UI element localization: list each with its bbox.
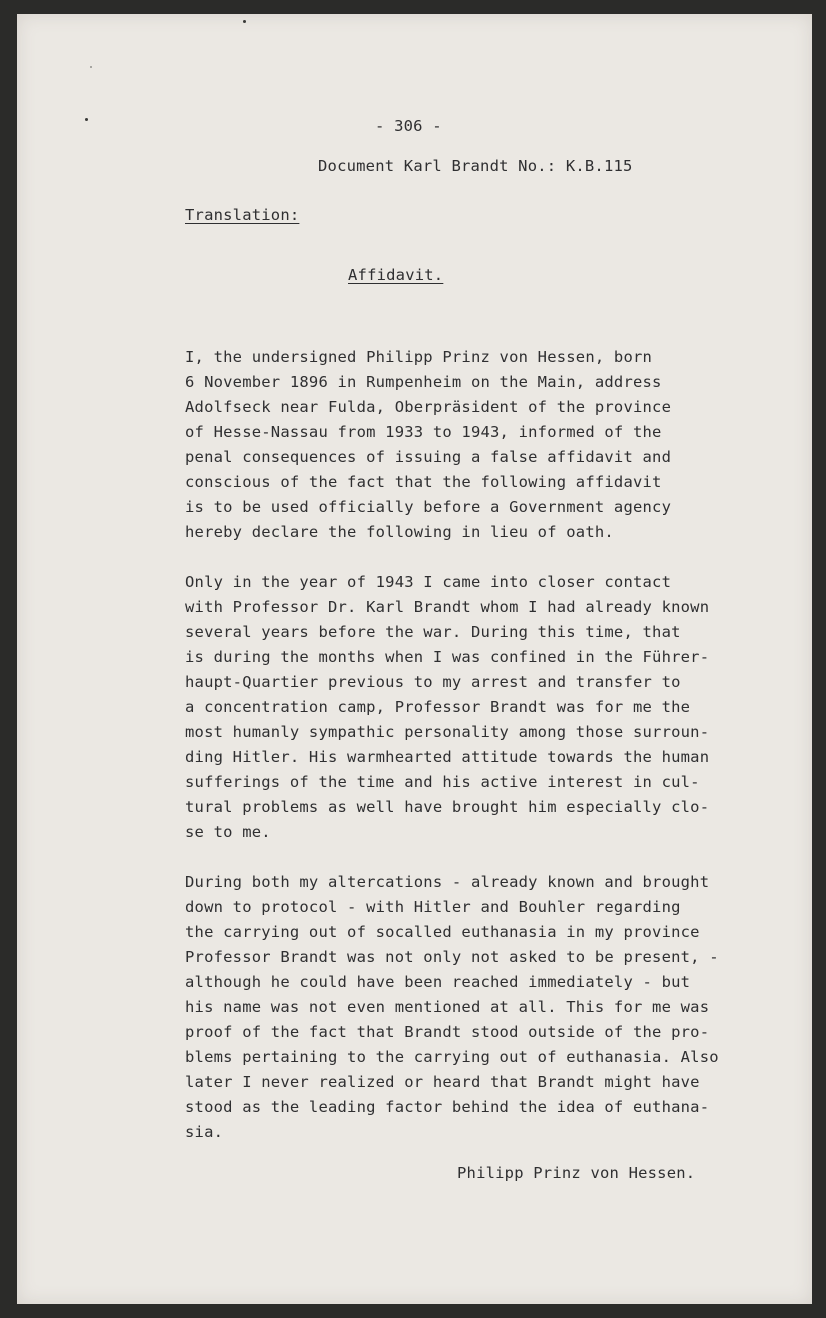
body-line: conscious of the fact that the following affidavit — [185, 473, 662, 491]
body-line: hereby declare the following in lieu of oath. — [185, 523, 614, 541]
body-line: 6 November 1896 in Rumpenheim on the Main, address — [185, 373, 662, 391]
ink-speck — [85, 118, 88, 121]
document-reference: Document Karl Brandt No.: K.B.115 — [318, 157, 633, 175]
body-line: most humanly sympathic personality among those surroun- — [185, 723, 710, 741]
body-line: stood as the leading factor behind the idea of euthana- — [185, 1098, 710, 1116]
signature-name: Philipp Prinz von Hessen. — [457, 1164, 696, 1182]
body-line: his name was not even mentioned at all. This for me was — [185, 998, 710, 1016]
ink-speck — [90, 66, 92, 68]
body-line: Adolfseck near Fulda, Oberpräsident of the province — [185, 398, 672, 416]
body-line: I, the undersigned Philipp Prinz von Hessen, born — [185, 348, 653, 366]
translation-heading: Translation: — [185, 206, 300, 224]
body-line: ding Hitler. His warmhearted attitude towards the human — [185, 748, 710, 766]
body-line: Professor Brandt was not only not asked to be present, - — [185, 948, 719, 966]
body-line: sia. — [185, 1123, 224, 1141]
body-line: down to protocol - with Hitler and Bouhler regarding — [185, 898, 681, 916]
body-line: tural problems as well have brought him especially clo- — [185, 798, 710, 816]
body-line: a concentration camp, Professor Brandt was for me the — [185, 698, 691, 716]
body-line: blems pertaining to the carrying out of euthanasia. Also — [185, 1048, 719, 1066]
body-line: sufferings of the time and his active interest in cul- — [185, 773, 700, 791]
body-line: later I never realized or heard that Brandt might have — [185, 1073, 700, 1091]
body-line: penal consequences of issuing a false affidavit and — [185, 448, 672, 466]
body-line: with Professor Dr. Karl Brandt whom I had already known — [185, 598, 710, 616]
body-line: proof of the fact that Brandt stood outside of the pro- — [185, 1023, 710, 1041]
body-line: During both my altercations - already known and brought — [185, 873, 710, 891]
body-line: the carrying out of socalled euthanasia in my province — [185, 923, 700, 941]
body-line: is to be used officially before a Government agency — [185, 498, 672, 516]
ink-speck — [243, 20, 246, 23]
body-line: is during the months when I was confined in the Führer- — [185, 648, 710, 666]
body-line: although he could have been reached immediately - but — [185, 973, 691, 991]
body-line: of Hesse-Nassau from 1933 to 1943, informed of the — [185, 423, 662, 441]
body-line: haupt-Quartier previous to my arrest and transfer to — [185, 673, 681, 691]
body-line: se to me. — [185, 823, 271, 841]
affidavit-title: Affidavit. — [348, 266, 444, 284]
body-line: Only in the year of 1943 I came into closer contact — [185, 573, 672, 591]
page-number: - 306 - — [375, 117, 442, 135]
body-line: several years before the war. During this time, that — [185, 623, 681, 641]
